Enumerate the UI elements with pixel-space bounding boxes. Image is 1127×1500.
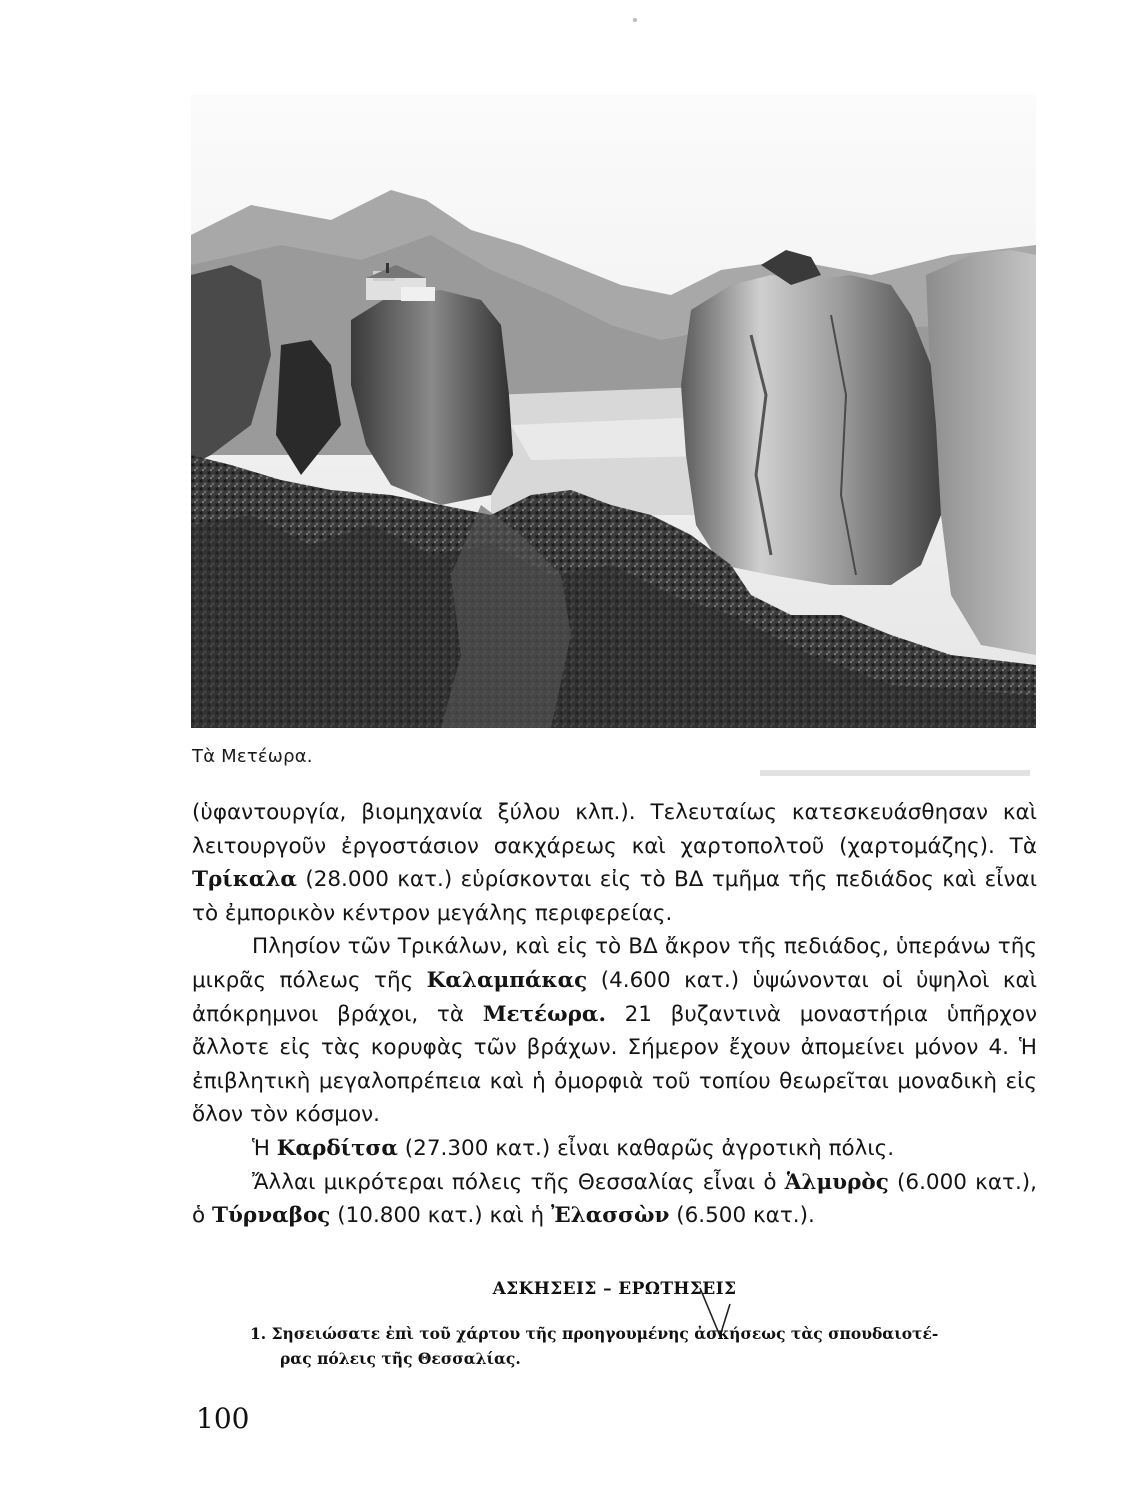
text-run: Πλησίον τῶν Τρικάλων, καὶ εἰς τὸ ΒΔ ἄκρον τῆς πεδιάδος, ὑπεράνω τῆς μικρᾶς πόλεως τῆς: [192, 934, 1037, 993]
paragraph-3: [192, 1132, 1037, 1166]
text-run: (4.600 κατ.) ὑψώνονται οἱ ὑψηλοὶ καὶ ἀπόκρημνοι βράχοι, τὰ: [192, 967, 1037, 1027]
exercise-text-line-2: ρας πόλεις τῆς Θεσσαλίας.: [280, 1349, 521, 1368]
text-run: Ἄλλαι μικρότεραι πόλεις τῆς Θεσσαλίας εἶναι ὁ: [252, 1169, 785, 1195]
text-run: Ἡ: [252, 1135, 277, 1161]
dust-speck: [633, 18, 637, 22]
text-run: 21 βυζαντινὰ μοναστήρια ὑπῆρχον ἄλλοτε εἰς τὰς κορυφὰς τῶν βράχων. Σήμερον ἔχουν ἀπομείνει μόνον 4. Ἡ ἐπιβλητικὴ μεγαλοπρέπεια καὶ ἡ ὀμορφιὰ τοῦ τοπίου θεωρεῖται μοναδικὴ εἰς ὅλον τὸν κόσμον.: [192, 1001, 1037, 1128]
page-number: 100: [196, 1402, 250, 1435]
text-run: (ὑφαντουργία, βιομηχανία ξύλου κλπ.). Τελευταίως κατεσκευάσθησαν καὶ λειτουργοῦν ἐργοστάσιον σακχάρεως καὶ χαρτοπολτοῦ (χαρτομάζης). Τὰ: [192, 800, 1037, 859]
bold-place-name: Ἐλασσὼν: [550, 1203, 670, 1229]
exercise-item-1: [250, 1321, 1035, 1371]
bold-place-name: Τρίκαλα: [192, 867, 297, 893]
paragraph-4: [192, 1166, 1037, 1233]
paragraph-1: [192, 796, 1037, 930]
text-run: (6.000 κατ.), ὁ: [192, 1169, 1038, 1229]
exercise-text-line-1: Σησειώσατε ἐπὶ τοῦ χάρτου τῆς προηγουμένης ἀσκήσεως τὰς σπουδαιοτέ-: [271, 1324, 939, 1343]
bold-place-name: Τύρναβος: [212, 1203, 331, 1229]
bold-place-name: Ἁλμυρὸς: [784, 1169, 889, 1195]
meteora-landscape-image: [191, 95, 1036, 728]
photo-caption: Τὰ Μετέωρα.: [192, 746, 313, 767]
body-text: [192, 796, 1037, 1233]
text-run: (28.000 κατ.) εὑρίσκονται εἰς τὸ ΒΔ τμῆμα τῆς πεδιάδος καὶ εἶναι τὸ ἐμπορικὸν κέντρον μεγάλης περιφερείας.: [192, 867, 1037, 926]
text-run: (27.300 κατ.) εἶναι καθαρῶς ἀγροτικὴ πόλις.: [397, 1135, 895, 1161]
paragraph-2: [192, 930, 1037, 1132]
text-run: (6.500 κατ.).: [669, 1203, 815, 1229]
bold-place-name: Καρδίτσα: [276, 1135, 398, 1161]
bold-place-name: Καλαμπάκας: [426, 967, 588, 993]
text-run: (10.800 κατ.) καὶ ἡ: [330, 1203, 551, 1229]
bold-place-name: Μετέωρα.: [482, 1001, 606, 1027]
exercise-number: 1.: [250, 1324, 267, 1343]
meteora-photo: [191, 95, 1036, 728]
exercises-heading: ΑΣΚΗΣΕΙΣ – ΕΡΩΤΗΣΕΙΣ: [492, 1279, 737, 1299]
